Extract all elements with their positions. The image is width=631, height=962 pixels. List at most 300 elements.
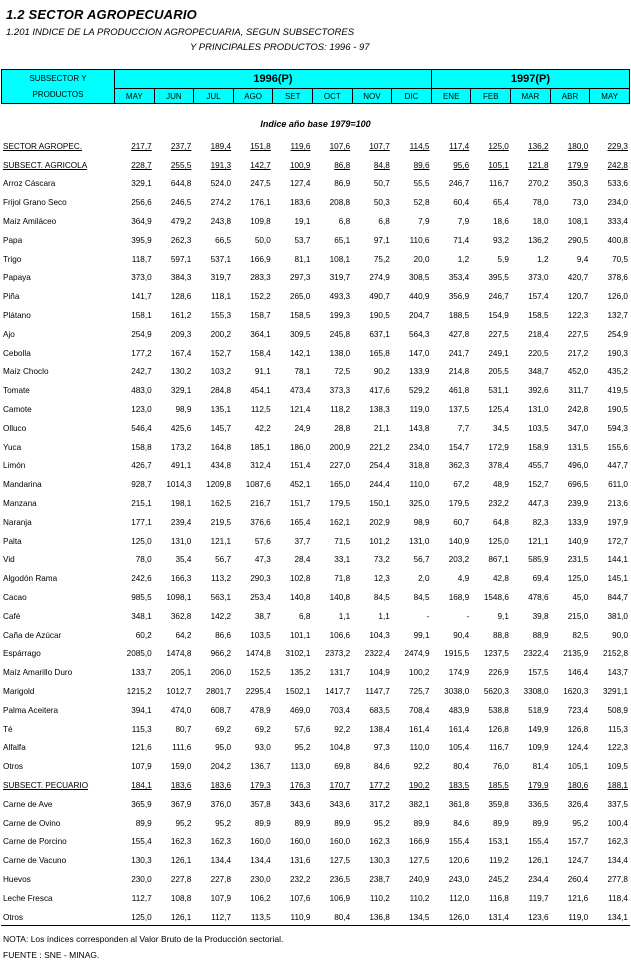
table-row <box>1 814 630 833</box>
index-value-cell: 356,9 <box>448 292 470 302</box>
index-value-cell: 157,7 <box>567 837 589 847</box>
index-value-cell: 69,2 <box>254 724 271 734</box>
source-note: FUENTE : SNE - MINAG. <box>3 950 100 960</box>
index-value-cell: 226,9 <box>488 668 509 678</box>
index-value-cell: 1,2 <box>457 254 470 264</box>
index-value-cell: 100,9 <box>289 160 311 170</box>
index-value-cell: 2135,9 <box>563 649 589 659</box>
index-value-cell: 362,3 <box>448 461 470 471</box>
index-value-cell: 122,3 <box>607 743 628 753</box>
product-name: Carne de Ovino <box>3 818 61 828</box>
index-value-cell: 394,1 <box>131 705 152 715</box>
footnote: NOTA: Los índices corresponden al Valor Bruto de la Producción sectorial. <box>3 934 284 944</box>
index-value-cell: 452,1 <box>289 480 311 490</box>
index-value-cell: 145,7 <box>210 423 232 433</box>
index-value-cell: 128,6 <box>170 292 192 302</box>
index-value-cell: 146,4 <box>567 668 589 678</box>
index-value-cell: 86,8 <box>334 160 351 170</box>
index-value-cell: 4,9 <box>457 574 470 584</box>
table-row <box>1 588 630 607</box>
month-header: JUL <box>194 89 234 104</box>
index-value-cell: 121,4 <box>289 405 311 415</box>
product-name: Maíz Amiláceo <box>3 217 57 227</box>
index-value-cell: 683,5 <box>369 705 390 715</box>
index-value-cell: 112,0 <box>449 893 470 903</box>
index-value-cell: 101,2 <box>369 536 390 546</box>
index-value-cell: 125,0 <box>567 574 589 584</box>
product-name: Palta <box>3 536 22 546</box>
index-value-cell: 76,0 <box>492 762 509 772</box>
index-value-cell: 88,8 <box>492 630 509 640</box>
index-value-cell: 98,9 <box>413 517 430 527</box>
index-value-cell: 373,3 <box>329 386 351 396</box>
index-value-cell: 137,5 <box>448 405 470 415</box>
index-value-cell: 109,8 <box>250 217 271 227</box>
year-1997-header: 1997(P) <box>431 70 629 89</box>
index-value-cell: 531,1 <box>488 386 509 396</box>
index-value-cell: 597,1 <box>170 254 192 264</box>
index-value-cell: 47,3 <box>254 555 271 565</box>
table-row <box>1 344 630 363</box>
index-value-cell: 104,3 <box>369 630 390 640</box>
index-value-cell: 529,2 <box>409 386 430 396</box>
month-header: DIC <box>392 89 432 104</box>
base-year-note: Indice año base 1979=100 <box>260 119 371 129</box>
index-value-cell: 365,9 <box>131 799 152 809</box>
index-value-cell: 243,0 <box>448 874 470 884</box>
table-row <box>1 851 630 870</box>
index-value-cell: 78,0 <box>532 198 549 208</box>
index-value-cell: 241,7 <box>448 348 470 358</box>
index-value-cell: 143,7 <box>607 668 628 678</box>
index-value-cell: 190,3 <box>607 348 628 358</box>
index-value-cell: 104,8 <box>329 743 351 753</box>
index-value-cell: 45,0 <box>572 593 589 603</box>
index-value-cell: 2322,4 <box>364 649 390 659</box>
index-value-cell: 95,2 <box>215 818 232 828</box>
index-value-cell: 217,7 <box>131 141 152 151</box>
index-value-cell: 37,7 <box>294 536 311 546</box>
subsector-label-line1: SUBSECTOR Y <box>29 73 87 83</box>
index-value-cell: 189,4 <box>210 141 232 151</box>
index-value-cell: 131,0 <box>409 536 430 546</box>
index-value-cell: 434,8 <box>210 461 232 471</box>
index-value-cell: 6,8 <box>299 611 311 621</box>
index-value-cell: 220,5 <box>528 348 549 358</box>
index-value-cell: 378,6 <box>607 273 628 283</box>
index-value-cell: 95,2 <box>294 743 311 753</box>
index-value-cell: 126,8 <box>488 724 509 734</box>
index-value-cell: 1,1 <box>378 611 390 621</box>
index-value-cell: 103,2 <box>210 367 232 377</box>
product-name: Trigo <box>3 254 22 264</box>
index-value-cell: 319,7 <box>329 273 351 283</box>
table-row <box>1 795 630 814</box>
index-value-cell: 89,9 <box>492 818 509 828</box>
index-value-cell: 420,7 <box>567 273 589 283</box>
index-value-cell: 198,1 <box>170 499 192 509</box>
table-row <box>1 175 630 194</box>
index-value-cell: 56,7 <box>215 555 232 565</box>
index-value-cell: 120,7 <box>567 292 589 302</box>
index-value-cell: 127,5 <box>409 856 430 866</box>
index-value-cell: 39,8 <box>532 611 549 621</box>
index-value-cell: 563,1 <box>210 593 232 603</box>
index-value-cell: 115,3 <box>131 724 152 734</box>
index-value-cell: 21,1 <box>373 423 390 433</box>
index-value-cell: 50,0 <box>254 235 271 245</box>
index-value-cell: 179,9 <box>567 160 589 170</box>
index-value-cell: 42,8 <box>492 574 509 584</box>
table-row <box>1 720 630 739</box>
product-name: Marigold <box>3 687 35 696</box>
index-value-cell: 56,7 <box>413 555 430 565</box>
index-value-cell: 254,4 <box>369 461 390 471</box>
index-value-cell: 204,7 <box>409 311 430 321</box>
table-row <box>1 663 630 682</box>
table-subtitle: 1.201 INDICE DE LA PRODUCCION AGROPECUARIA, SEGUN SUBSECTORES <box>6 27 355 38</box>
index-value-cell: 378,4 <box>488 461 509 471</box>
table-row <box>1 513 630 532</box>
index-value-cell: 18,0 <box>532 217 549 227</box>
index-value-cell: 256,6 <box>131 198 152 208</box>
table-row <box>1 870 630 889</box>
index-value-cell: 277,8 <box>607 874 628 884</box>
index-value-cell: 290,3 <box>250 574 271 584</box>
index-value-cell: 130,3 <box>131 856 152 866</box>
product-name: Carne de Vacuno <box>3 856 67 866</box>
index-value-cell: 160,0 <box>250 837 271 847</box>
index-value-cell: 145,1 <box>607 574 628 584</box>
index-value-cell: 5,9 <box>497 254 509 264</box>
product-name: Tomate <box>3 386 30 396</box>
index-value-cell: 359,8 <box>488 799 509 809</box>
table-row <box>1 156 630 175</box>
index-value-cell: 230,0 <box>250 874 271 884</box>
index-value-cell: 90,2 <box>373 367 390 377</box>
index-value-cell: 103,5 <box>250 630 271 640</box>
month-header: MAY <box>590 89 630 104</box>
index-value-cell: 1,2 <box>537 254 549 264</box>
index-value-cell: 108,1 <box>329 254 351 264</box>
index-value-cell: 262,3 <box>170 235 192 245</box>
index-value-cell: 95,2 <box>373 818 390 828</box>
index-value-cell: 133,9 <box>409 367 430 377</box>
index-value-cell: 353,4 <box>448 273 470 283</box>
product-name: Limón <box>3 461 26 471</box>
index-value-cell: 107,6 <box>329 141 351 151</box>
index-value-cell: 140,8 <box>329 593 351 603</box>
index-value-cell: 35,4 <box>175 555 192 565</box>
index-value-cell: 65,1 <box>334 235 351 245</box>
index-value-cell: 191,3 <box>210 160 232 170</box>
index-value-cell: 227,0 <box>329 461 351 471</box>
index-value-cell: 18,6 <box>492 217 509 227</box>
index-value-cell: 496,0 <box>567 461 589 471</box>
index-value-cell: 136,2 <box>528 141 549 151</box>
index-value-cell: 106,6 <box>329 630 351 640</box>
product-name: Leche Fresca <box>3 893 53 903</box>
index-value-cell: 238,7 <box>369 874 390 884</box>
index-value-cell: 84,6 <box>453 818 470 828</box>
page-title: 1.2 SECTOR AGROPECUARIO <box>6 7 197 22</box>
index-value-cell: 200,9 <box>329 442 351 452</box>
index-value-cell: 928,7 <box>131 480 152 490</box>
table-row <box>1 776 630 795</box>
index-value-cell: 2801,7 <box>206 687 232 696</box>
index-value-cell: 109,5 <box>607 762 628 772</box>
product-name: Manzana <box>3 499 37 509</box>
index-value-cell: 136,7 <box>250 762 271 772</box>
index-value-cell: 110,2 <box>369 893 390 903</box>
index-value-cell: 373,0 <box>528 273 549 283</box>
index-value-cell: 124,7 <box>567 856 589 866</box>
index-value-cell: 200,2 <box>210 329 232 339</box>
index-value-cell: 155,4 <box>528 837 549 847</box>
index-value-cell: 66,5 <box>215 235 232 245</box>
table-row <box>1 645 630 664</box>
index-value-cell: 161,2 <box>170 311 192 321</box>
index-value-cell: 637,1 <box>369 329 390 339</box>
index-value-cell: 725,7 <box>409 687 430 696</box>
index-value-cell: 205,1 <box>170 668 192 678</box>
index-value-cell: 113,5 <box>250 912 271 922</box>
index-value-cell: 696,5 <box>567 480 589 490</box>
index-value-cell: 86,9 <box>334 179 351 189</box>
index-value-cell: 426,7 <box>131 461 152 471</box>
index-value-cell: 151,4 <box>289 461 311 471</box>
index-value-cell: 147,0 <box>409 348 430 358</box>
index-value-cell: 91,1 <box>254 367 271 377</box>
index-value-cell: 425,6 <box>170 423 192 433</box>
index-value-cell: 97,3 <box>373 743 390 753</box>
index-value-cell: 2474,9 <box>404 649 430 659</box>
index-value-cell: 179,5 <box>329 499 351 509</box>
index-value-cell: 118,1 <box>211 292 232 302</box>
index-value-cell: 242,7 <box>131 367 152 377</box>
index-value-cell: 227,5 <box>488 329 509 339</box>
index-value-cell: 70,5 <box>612 254 628 264</box>
index-value-cell: 218,4 <box>528 329 549 339</box>
index-value-cell: 141,7 <box>131 292 152 302</box>
index-value-cell: - <box>426 611 430 621</box>
index-value-cell: 60,7 <box>453 517 470 527</box>
index-value-cell: 219,5 <box>210 517 232 527</box>
index-value-cell: 28,4 <box>294 555 311 565</box>
index-value-cell: 382,1 <box>409 799 430 809</box>
index-value-cell: 127,5 <box>329 856 351 866</box>
index-value-cell: 7,9 <box>418 217 430 227</box>
index-value-cell: 185,5 <box>488 780 509 790</box>
product-name: Mandarina <box>3 480 42 490</box>
index-value-cell: 84,6 <box>373 762 390 772</box>
index-value-cell: 180,0 <box>567 141 589 151</box>
index-value-cell: 155,4 <box>131 837 152 847</box>
index-value-cell: 199,3 <box>329 311 351 321</box>
index-value-cell: 9,1 <box>497 611 509 621</box>
index-value-cell: 105,1 <box>567 762 589 772</box>
index-value-cell: 125,0 <box>488 536 509 546</box>
index-value-cell: 150,1 <box>369 499 390 509</box>
index-value-cell: 474,0 <box>170 705 192 715</box>
index-value-cell: 110,0 <box>409 480 430 490</box>
product-name: Té <box>3 724 13 734</box>
index-value-cell: 348,7 <box>528 367 549 377</box>
index-value-cell: 131,0 <box>170 536 192 546</box>
index-value-cell: 245,2 <box>488 874 509 884</box>
index-value-cell: 230,0 <box>131 874 152 884</box>
index-value-cell: 42,2 <box>254 423 271 433</box>
index-value-cell: 165,0 <box>329 480 351 490</box>
index-value-cell: 126,0 <box>607 292 628 302</box>
index-value-cell: 493,3 <box>329 292 351 302</box>
index-value-cell: 90,4 <box>453 630 470 640</box>
index-value-cell: 508,9 <box>607 705 628 715</box>
index-value-cell: 265,0 <box>289 292 311 302</box>
index-value-cell: 3102,1 <box>285 649 311 659</box>
month-header: ENE <box>431 89 471 104</box>
product-name: Olluco <box>3 423 27 433</box>
index-value-cell: 214,8 <box>448 367 470 377</box>
table-row <box>1 231 630 250</box>
index-value-cell: 644,8 <box>170 179 192 189</box>
index-value-cell: 161,4 <box>448 724 470 734</box>
index-value-cell: 162,3 <box>607 837 628 847</box>
product-name: Cebolla <box>3 348 31 358</box>
index-value-cell: 84,5 <box>373 593 390 603</box>
index-value-cell: 130,2 <box>170 367 192 377</box>
index-value-cell: 143,8 <box>409 423 430 433</box>
index-value-cell: 231,5 <box>567 555 589 565</box>
index-value-cell: 490,7 <box>369 292 390 302</box>
index-value-cell: 364,1 <box>250 329 271 339</box>
product-name: Huevos <box>3 874 31 884</box>
index-value-cell: 120,6 <box>448 856 470 866</box>
month-header: AGO <box>233 89 273 104</box>
index-value-cell: 234,4 <box>528 874 549 884</box>
month-header: JUN <box>154 89 194 104</box>
index-value-cell: 107,7 <box>369 141 390 151</box>
index-value-cell: 274,9 <box>369 273 390 283</box>
index-value-cell: 347,0 <box>567 423 589 433</box>
index-value-cell: 152,5 <box>250 668 271 678</box>
index-value-cell: 112,7 <box>211 912 232 922</box>
index-value-cell: 180,6 <box>567 780 589 790</box>
index-value-cell: 93,2 <box>492 235 509 245</box>
index-value-cell: 125,0 <box>131 912 152 922</box>
index-value-cell: 227,8 <box>210 874 232 884</box>
index-value-cell: 384,3 <box>170 273 192 283</box>
index-value-cell: 136,8 <box>369 912 390 922</box>
index-value-cell: 165,4 <box>289 517 311 527</box>
index-value-cell: 159,0 <box>170 762 192 772</box>
index-value-cell: 447,3 <box>528 499 549 509</box>
index-value-cell: 2295,4 <box>245 687 271 696</box>
index-value-cell: 95,2 <box>175 818 192 828</box>
index-value-cell: 112,7 <box>131 893 152 903</box>
index-value-cell: 152,2 <box>250 292 271 302</box>
index-value-cell: 1417,7 <box>325 687 351 696</box>
index-value-cell: 229,3 <box>607 141 628 151</box>
table-row <box>1 701 630 720</box>
index-value-cell: 158,8 <box>131 442 152 452</box>
index-value-cell: 71,8 <box>334 574 351 584</box>
index-value-cell: 483,0 <box>131 386 152 396</box>
index-value-cell: 608,7 <box>210 705 232 715</box>
table-row <box>1 551 630 570</box>
product-name: Maíz Amarillo Duro <box>3 668 73 678</box>
index-value-cell: 5620,3 <box>483 687 509 696</box>
index-value-cell: 89,9 <box>413 818 430 828</box>
index-value-cell: 533,6 <box>607 179 628 189</box>
index-value-cell: 184,1 <box>131 780 152 790</box>
month-header: SET <box>273 89 313 104</box>
index-value-cell: 985,5 <box>131 593 152 603</box>
product-name: Café <box>3 611 21 621</box>
table-row <box>1 832 630 851</box>
index-value-cell: 78,0 <box>135 555 152 565</box>
index-value-cell: 119,2 <box>488 856 509 866</box>
index-value-cell: 454,1 <box>250 386 271 396</box>
index-value-cell: 177,2 <box>369 780 390 790</box>
index-data-table <box>1 137 630 926</box>
index-value-cell: 118,2 <box>330 405 351 415</box>
table-row <box>1 381 630 400</box>
product-name: Palma Aceitera <box>3 705 59 715</box>
index-value-cell: 155,3 <box>210 311 232 321</box>
index-value-cell: 469,0 <box>289 705 311 715</box>
index-value-cell: 1098,1 <box>166 593 192 603</box>
product-name: Plátano <box>3 311 31 321</box>
index-value-cell: 118,4 <box>608 893 628 903</box>
index-value-cell: 183,5 <box>448 780 470 790</box>
index-value-cell: 243,8 <box>210 217 232 227</box>
index-value-cell: 297,3 <box>289 273 311 283</box>
index-value-cell: 110,2 <box>409 893 430 903</box>
index-value-cell: 312,4 <box>250 461 271 471</box>
index-value-cell: 116,8 <box>488 893 509 903</box>
index-value-cell: 478,9 <box>250 705 271 715</box>
index-value-cell: 183,6 <box>210 780 232 790</box>
index-value-cell: 274,2 <box>210 198 232 208</box>
table-row <box>1 908 630 927</box>
product-name: Arroz Cáscara <box>3 179 56 189</box>
table-row <box>1 739 630 758</box>
index-value-cell: 89,9 <box>135 818 152 828</box>
index-value-cell: 138,3 <box>369 405 390 415</box>
table-row <box>1 457 630 476</box>
index-value-cell: 48,9 <box>492 480 509 490</box>
index-value-cell: 242,8 <box>567 405 589 415</box>
index-value-cell: 284,8 <box>210 386 232 396</box>
product-name: Ajo <box>3 329 15 339</box>
index-value-cell: 123,6 <box>528 912 549 922</box>
index-value-cell: 227,8 <box>170 874 192 884</box>
table-row <box>1 607 630 626</box>
table-row <box>1 419 630 438</box>
index-value-cell: 217,2 <box>567 348 589 358</box>
index-value-cell: 176,1 <box>250 198 271 208</box>
index-value-cell: 518,9 <box>528 705 549 715</box>
index-value-cell: 183,6 <box>170 780 192 790</box>
index-value-cell: 50,3 <box>373 198 390 208</box>
index-value-cell: 117,4 <box>449 141 470 151</box>
index-value-cell: 381,0 <box>607 611 628 621</box>
index-value-cell: 113,2 <box>211 574 232 584</box>
table-row <box>1 325 630 344</box>
index-value-cell: 204,2 <box>210 762 232 772</box>
index-value-cell: 329,1 <box>170 386 192 396</box>
